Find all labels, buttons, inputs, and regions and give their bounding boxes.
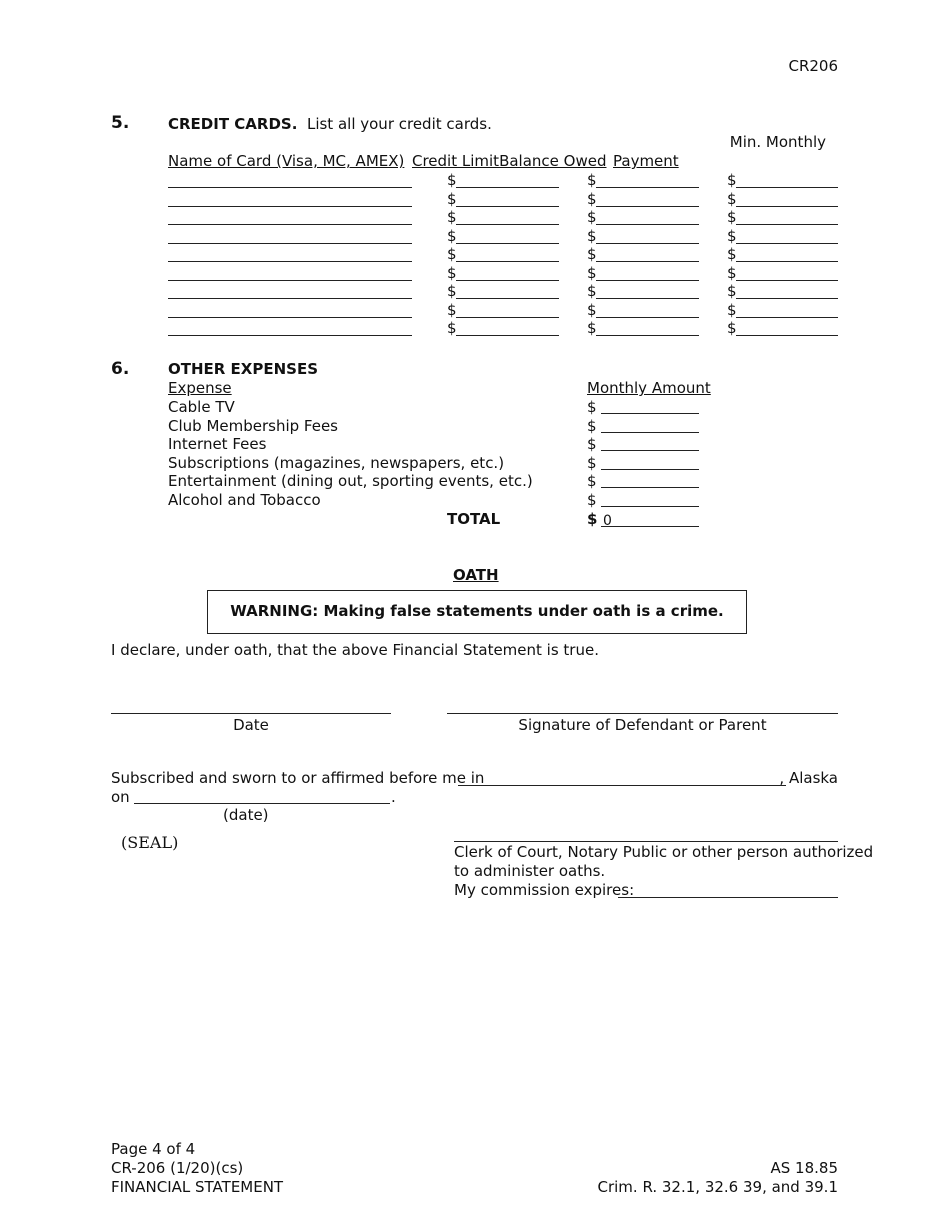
currency-symbol: $: [727, 208, 737, 226]
footer-statute: AS 18.85: [770, 1159, 838, 1177]
col-card-name: Name of Card (Visa, MC, AMEX): [168, 152, 405, 170]
clerk-line-1: Clerk of Court, Notary Public or other person authorized: [454, 843, 874, 861]
card-min-monthly-line[interactable]: [736, 206, 838, 207]
col-expense: Expense: [168, 379, 232, 397]
card-min-monthly-line[interactable]: [736, 298, 838, 299]
card-limit-balance-line[interactable]: [456, 206, 559, 207]
commission-label: My commission expires:: [454, 881, 635, 899]
footer-form-id: CR-206 (1/20)(cs): [111, 1159, 244, 1177]
card-name-line[interactable]: [168, 187, 412, 188]
card-min-monthly-line[interactable]: [736, 261, 838, 262]
sworn-location-suffix: , Alaska: [779, 769, 838, 787]
card-payment-line[interactable]: [596, 317, 699, 318]
card-name-line[interactable]: [168, 335, 412, 336]
seal-label: (SEAL): [121, 833, 179, 852]
col-min-monthly: Min. Monthly: [729, 133, 826, 151]
footer-page: Page 4 of 4: [111, 1140, 196, 1158]
currency-symbol: $: [447, 300, 457, 319]
currency-symbol: $: [587, 472, 597, 491]
card-limit-balance-line[interactable]: [456, 243, 559, 244]
col-monthly-amount: Monthly Amount: [587, 379, 711, 397]
card-payment-line[interactable]: [596, 298, 699, 299]
warning-text: WARNING: Making false statements under oath is a crime.: [230, 602, 724, 620]
expense-item-label: Internet Fees: [168, 435, 267, 454]
card-payment-line[interactable]: [596, 187, 699, 188]
currency-symbol: $: [727, 189, 737, 208]
card-min-monthly-line[interactable]: [736, 335, 838, 336]
card-name-line[interactable]: [168, 261, 412, 262]
expense-amount-line[interactable]: [601, 487, 699, 488]
commission-date-line[interactable]: [618, 897, 838, 898]
total-line[interactable]: [601, 526, 699, 527]
expense-item-label: Entertainment (dining out, sporting events, etc.): [168, 472, 533, 491]
expense-item-label: Alcohol and Tobacco: [168, 491, 321, 509]
currency-symbol: $: [587, 245, 597, 263]
oath-declaration: I declare, under oath, that the above Financial Statement is true.: [111, 641, 599, 659]
currency-symbol: $: [587, 226, 597, 245]
currency-symbol: $: [587, 171, 597, 189]
section-5-heading: [168, 115, 492, 133]
currency-symbol: $: [587, 282, 597, 300]
currency-symbol: $: [447, 208, 457, 226]
card-limit-balance-line[interactable]: [456, 335, 559, 336]
card-min-monthly-line[interactable]: [736, 224, 838, 225]
card-name-line[interactable]: [168, 243, 412, 244]
expense-amount-line[interactable]: [601, 432, 699, 433]
card-payment-line[interactable]: [596, 280, 699, 281]
card-min-monthly-line[interactable]: [736, 280, 838, 281]
currency-symbol: $: [587, 319, 597, 337]
currency-symbol: $: [727, 245, 737, 263]
currency-symbol: $: [727, 319, 737, 337]
card-payment-line[interactable]: [596, 335, 699, 336]
currency-symbol: $: [447, 319, 457, 337]
currency-symbol: $: [727, 282, 737, 300]
total-value: 0: [603, 513, 612, 529]
date-signature-line[interactable]: [111, 713, 391, 714]
section-5-instruction: List all your credit cards.: [306, 115, 492, 133]
currency-symbol: $: [587, 208, 597, 226]
currency-symbol: $: [727, 263, 737, 282]
date-label: Date: [233, 716, 269, 734]
date-hint: (date): [223, 806, 269, 824]
col-limit-balance: Credit LimitBalance Owed: [412, 152, 607, 170]
card-min-monthly-line[interactable]: [736, 317, 838, 318]
card-limit-balance-line[interactable]: [456, 280, 559, 281]
currency-symbol: $: [587, 189, 597, 208]
card-name-line[interactable]: [168, 298, 412, 299]
total-label: TOTAL: [447, 510, 501, 528]
form-code: CR206: [788, 57, 838, 75]
currency-symbol: $: [447, 171, 457, 189]
expense-item-label: Subscriptions (magazines, newspapers, etc.): [168, 453, 505, 472]
card-payment-line[interactable]: [596, 224, 699, 225]
footer-rules: Crim. R. 32.1, 32.6 39, and 39.1: [597, 1178, 838, 1196]
currency-symbol: $: [447, 189, 457, 208]
currency-symbol: $: [727, 171, 737, 189]
footer-form-name: FINANCIAL STATEMENT: [111, 1178, 284, 1196]
expense-amount-line[interactable]: [601, 450, 699, 451]
currency-symbol: $: [587, 491, 597, 509]
currency-symbol: $: [727, 226, 737, 245]
expense-amount-line[interactable]: [601, 469, 699, 470]
on-label: on: [111, 788, 130, 806]
currency-symbol: $: [447, 226, 457, 245]
total-currency: $: [587, 510, 598, 528]
currency-symbol: $: [447, 245, 457, 263]
currency-symbol: $: [587, 398, 597, 416]
card-payment-line[interactable]: [596, 206, 699, 207]
currency-symbol: $: [447, 263, 457, 282]
expense-amount-line[interactable]: [601, 506, 699, 507]
currency-symbol: $: [587, 435, 597, 454]
card-limit-balance-line[interactable]: [456, 317, 559, 318]
expense-item-label: Club Membership Fees: [168, 416, 338, 435]
card-name-line[interactable]: [168, 206, 412, 207]
oath-heading: OATH: [453, 566, 499, 584]
card-limit-balance-line[interactable]: [456, 224, 559, 225]
currency-symbol: $: [727, 300, 737, 319]
currency-symbol: $: [587, 453, 597, 472]
card-payment-line[interactable]: [596, 261, 699, 262]
currency-symbol: $: [587, 263, 597, 282]
sworn-text: Subscribed and sworn to or affirmed before me in: [111, 769, 485, 787]
currency-symbol: $: [587, 300, 597, 319]
card-name-line[interactable]: [168, 317, 412, 318]
sworn-location-line[interactable]: [458, 785, 786, 786]
card-limit-balance-line[interactable]: [456, 187, 559, 188]
card-limit-balance-line[interactable]: [456, 261, 559, 262]
section-5-number: 5.: [111, 113, 130, 133]
clerk-line-2: to administer oaths.: [454, 862, 606, 880]
card-name-line[interactable]: [168, 280, 412, 281]
card-limit-balance-line[interactable]: [456, 298, 559, 299]
section-5-title: CREDIT CARDS.: [168, 115, 298, 133]
clerk-signature-line[interactable]: [454, 841, 838, 842]
section-6-number: 6.: [111, 359, 130, 379]
expense-amount-line[interactable]: [601, 413, 699, 414]
sworn-date-line[interactable]: [134, 803, 390, 804]
card-name-line[interactable]: [168, 224, 412, 225]
col-payment: Payment: [613, 152, 679, 170]
signature-label: Signature of Defendant or Parent: [518, 716, 767, 734]
expense-item-label: Cable TV: [168, 398, 235, 416]
card-min-monthly-line[interactable]: [736, 187, 838, 188]
currency-symbol: $: [447, 282, 457, 300]
card-payment-line[interactable]: [596, 243, 699, 244]
sworn-period: .: [391, 788, 396, 806]
currency-symbol: $: [587, 416, 597, 435]
section-6-title: OTHER EXPENSES: [168, 360, 319, 378]
defendant-signature-line[interactable]: [447, 713, 838, 714]
card-min-monthly-line[interactable]: [736, 243, 838, 244]
